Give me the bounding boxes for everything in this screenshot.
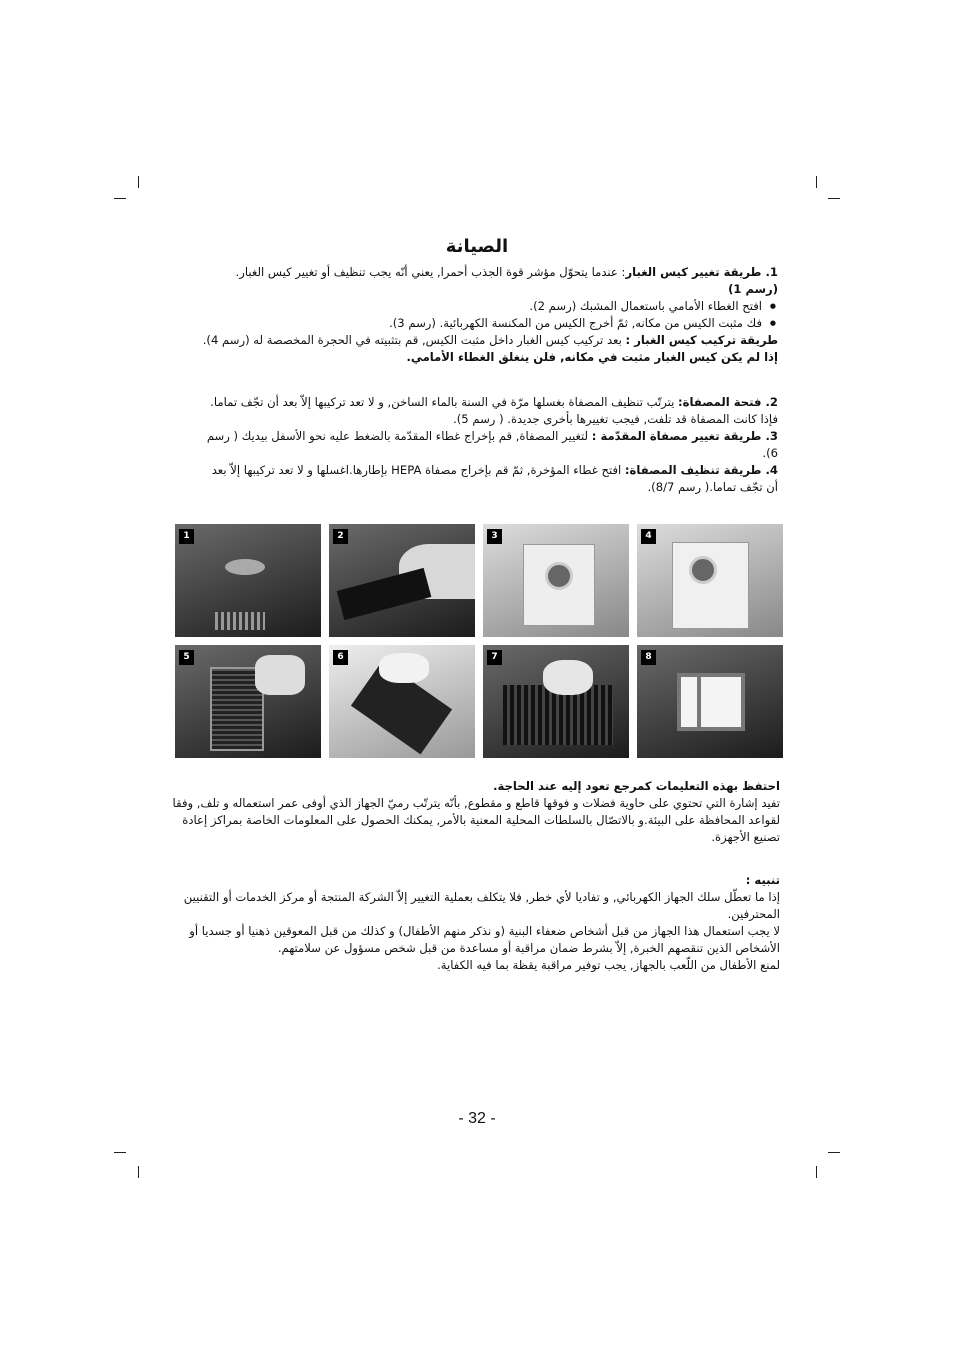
- filter-opening-heading: 2. فتحة المصفاة:: [678, 395, 778, 409]
- figure-ref: (رسم 1): [728, 282, 778, 296]
- photo-7: [483, 645, 629, 758]
- section-disposal: [168, 778, 780, 846]
- photo-4: [637, 524, 783, 637]
- front-filter-paragraph: [200, 428, 778, 462]
- photo-number: 6: [333, 650, 348, 665]
- page-number: - 32 -: [458, 1110, 496, 1127]
- bag-warning: إذا لم يكن كيس الغبار مثبت في مكانه, فلن ينغلق الغطاء الأمامي.: [406, 350, 778, 364]
- filter-opening-paragraph: [200, 394, 778, 428]
- photo-number: 8: [641, 650, 656, 665]
- warning-paragraph: إذا ما تعطّل سلك الجهاز الكهربائي, و تفاديا لأي خطر, فلا يتكلف بعملية التغيير إلاّ الشركة المنتجة أو مركز الخدمات أو التقنيين المحترفين.: [183, 890, 780, 921]
- bag-install-text: بعد تركيب كيس الغبار داخل مثبت الكيس, قم بتثبيته في الحجرة المخصصة له (رسم 4).: [202, 333, 622, 347]
- warning-heading: تنبيه :: [745, 873, 780, 887]
- photo-number: 4: [641, 529, 656, 544]
- photo-8: [637, 645, 783, 758]
- photo-number: 5: [179, 650, 194, 665]
- front-filter-text: لتغيير المصفاة, قم بإخراج غطاء المقدّمة بالضغط عليه نحو الأسفل بيديك ( رسم 6).: [206, 429, 778, 460]
- photo-number: 3: [487, 529, 502, 544]
- bag-change-paragraph: [200, 264, 778, 298]
- front-filter-heading: 3. طريقة تغيير مصفاة المقدّمة :: [591, 429, 778, 443]
- photo-5: [175, 645, 321, 758]
- warning-paragraph: لمنع الأطفال من اللّعب بالجهاز, يجب توفير مراقبة يقظة بما فيه الكفاية.: [437, 958, 780, 972]
- photo-2: [329, 524, 475, 637]
- disposal-text: تفيد إشارة التي تحتوي على حاوية فضلات و فوقها قاطع و مقطوع, بأنّه يترتّب رميّ الجهاز الذي أوفى عمر استعماله و تلف, وفقا لقواعد المحافظة على البيئة.و بالاتصّال بالسلطات المحلية المعنية بالأمر, يمكنك الحصول على المعلومات الخاصة بمراكز إعادة تصنيع الأجهزة.: [172, 796, 780, 844]
- crop-mark: [114, 1152, 126, 1153]
- section-bag-change: [200, 264, 778, 366]
- bag-install-heading: طريقة تركيب كيس الغبار :: [625, 333, 778, 347]
- crop-mark: [816, 176, 817, 188]
- photo-number: 7: [487, 650, 502, 665]
- bullet-item: ● فك مثبت الكيس من مكانه, ثمّ أخرج الكيس من المكنسة الكهربائية. (رسم 3).: [200, 315, 778, 332]
- bag-change-text: : عندما يتحوّل مؤشر قوة الجذب أحمرا, يعني أنّه يجب تنظيف أو تغيير كيس الغبار.: [235, 265, 626, 279]
- bullet-item: ● افتح الغطاء الأمامي باستعمال المشبك (رسم 2).: [200, 298, 778, 315]
- crop-mark: [828, 198, 840, 199]
- warning-paragraph: لا يجب استعمال هذا الجهاز من قبل أشخاص ضعفاء البنية (و نذكر منهم الأطفال) و كذلك من قبل المعوقين ذهنيا أو جسديا أو الأشخاص الذين تنقصهم الخبرة, إلاّ بشرط ضمان مراقبة أو مساعدة من قبل شخص مسؤول عن سلامتهم.: [189, 924, 780, 955]
- crop-mark: [114, 198, 126, 199]
- bag-change-heading: 1. طريقة تغيير كيس الغبار: [625, 265, 778, 279]
- crop-mark: [828, 1152, 840, 1153]
- photo-number: 2: [333, 529, 348, 544]
- bag-install-paragraph: [200, 332, 778, 349]
- photo-6: [329, 645, 475, 758]
- photo-1: [175, 524, 321, 637]
- disposal-heading: احتفظ بهذه التعليمات كمرجع تعود إليه عند الحاجة.: [493, 779, 780, 793]
- filter-cleaning-text: افتح غطاء المؤخرة, ثمّ قم بإخراج مصفاة HEPA بإطارها.اغسلها و لا تعد تركيبها إلاّ بعد أن تجّف تماما.( رسم 8/7).: [211, 463, 778, 494]
- section-filters: [200, 394, 778, 496]
- crop-mark: [138, 176, 139, 188]
- filter-opening-text: يترتّب تنظيف المصفاة بغسلها مرّة في السنة بالماء الساخن, و لا تعد تركيبها إلاّ بعد أن تجّف تماما. فإذا كانت المصفاة قد تلفت, فيجب تغييرها بأخرى جديدة. ( رسم 5).: [210, 395, 778, 426]
- photo-number: 1: [179, 529, 194, 544]
- crop-mark: [138, 1166, 139, 1178]
- photo-3: [483, 524, 629, 637]
- crop-mark: [816, 1166, 817, 1178]
- photo-grid: [175, 524, 783, 758]
- filter-cleaning-heading: 4. طريقة تنظيف المصفاة:: [624, 463, 778, 477]
- filter-cleaning-paragraph: [200, 462, 778, 496]
- section-warning: [168, 872, 780, 974]
- page-title: الصيانة: [445, 236, 509, 257]
